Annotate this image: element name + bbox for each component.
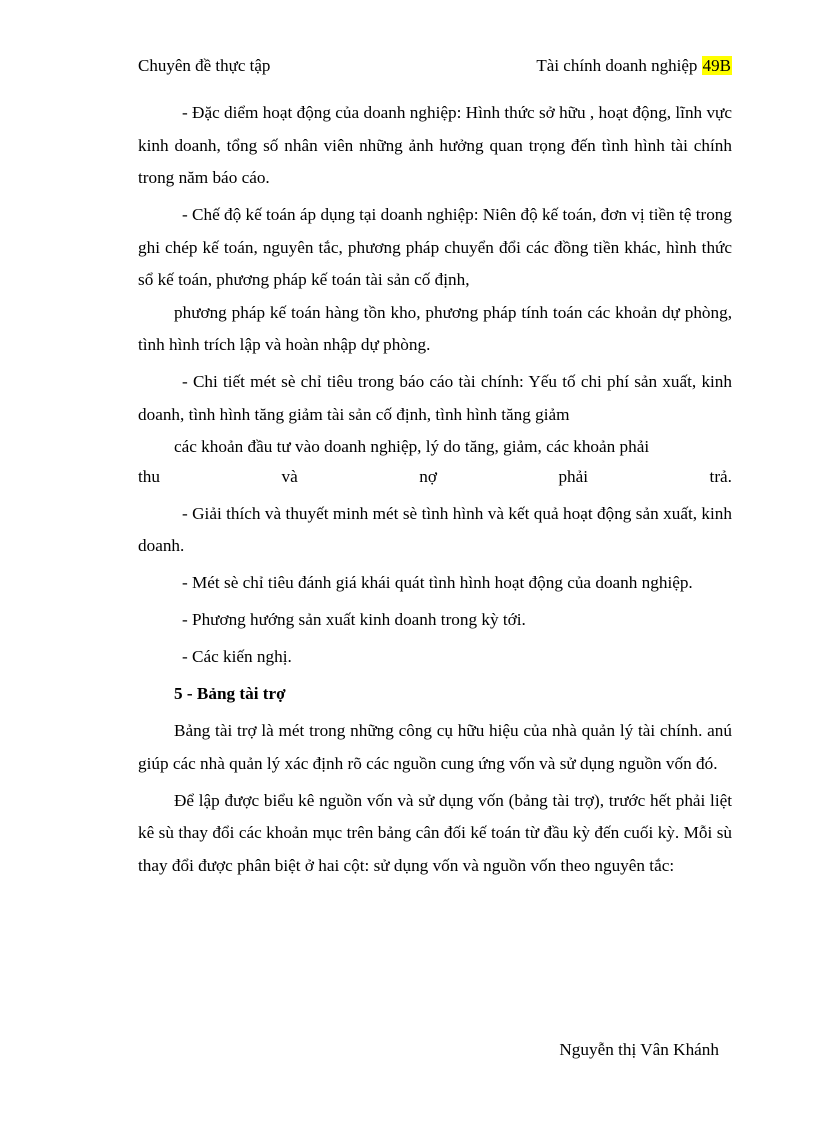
paragraph: Để lập được biểu kê nguồn vốn và sử dụng vốn (bảng tài trợ), trước hết phải liệt kê sù thay đổi các khoản mục trên bảng cân đối kế toán từ đầu kỳ đến cuối kỳ. Mỗi sù thay đổi được phân biệt ở hai cột: sử dụng vốn và nguồn vốn theo nguyên tắc: xyxy=(138,790,732,875)
header-left-title: Chuyên đề thực tập xyxy=(138,56,271,75)
paragraph: - Phương hướng sản xuất kinh doanh trong kỳ tới. xyxy=(182,610,526,629)
header-right-title xyxy=(536,56,732,76)
page-header xyxy=(138,56,732,84)
paragraph: - Các kiến nghị. xyxy=(182,647,292,666)
paragraph: - Đặc diểm hoạt động của doanh nghiệp: Hình thức sở hữu , hoạt động, lĩnh vực kinh doanh, tổng số nhân viên những ảnh hưởng quan trọng đến tình hình tài chính trong năm báo cáo. xyxy=(138,103,732,187)
document-body xyxy=(138,97,732,887)
paragraph: - Giải thích và thuyết minh mét sè tình hình và kết quả hoạt động sản xuất, kinh doanh. xyxy=(138,503,732,555)
page-footer-author: Nguyễn thị Vân Khánh xyxy=(559,1040,719,1059)
paragraph: phương pháp kế toán hàng tồn kho, phương pháp tính toán các khoản dự phòng, tình hình trích lập và hoàn nhập dự phòng. xyxy=(138,302,732,354)
paragraph: - Mét sè chỉ tiêu đánh giá khái quát tình hình hoạt động của doanh nghiệp. xyxy=(182,573,693,592)
split-word: nợ xyxy=(419,466,437,486)
header-badge: 49B xyxy=(702,56,731,75)
paragraph: - Chi tiết mét sè chỉ tiêu trong báo cáo tài chính: Yếu tố chi phí sản xuất, kinh doanh, tình hình tăng giảm tài sản cố định, tình hình tăng giảm xyxy=(138,372,732,424)
split-word: và xyxy=(281,466,298,486)
header-right-text: Tài chính doanh nghiệp xyxy=(536,56,698,75)
paragraph: các khoản đầu tư vào doanh nghiệp, lý do tăng, giảm, các khoản phải xyxy=(174,437,650,456)
paragraph: - Chế độ kế toán áp dụng tại doanh nghiệp: Niên độ kế toán, đơn vị tiền tệ trong ghi chép kế toán, nguyên tắc, phương pháp chuyển đổi các đồng tiền khác, hình thức sổ kế toán, phương pháp kế toán tài sản cố định, xyxy=(138,205,732,289)
split-word: phải xyxy=(558,466,589,486)
split-word: trả. xyxy=(709,466,732,486)
justified-line xyxy=(138,461,732,494)
section-heading: 5 - Bảng tài trợ xyxy=(174,684,286,703)
paragraph: Bảng tài trợ là mét trong những công cụ hữu hiệu của nhà quản lý tài chính. anú giúp các nhà quản lý xác định rõ các nguồn cung ứng vốn và sử dụng nguồn vốn đó. xyxy=(138,721,732,773)
split-word: thu xyxy=(138,466,160,486)
